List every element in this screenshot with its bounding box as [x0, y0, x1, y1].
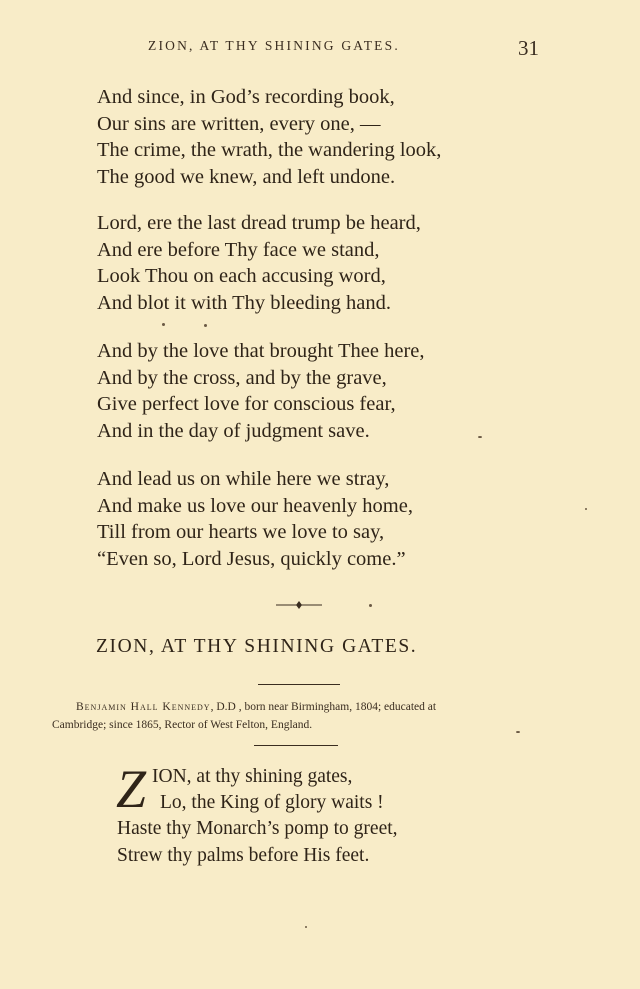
- drop-cap: Z: [116, 759, 147, 819]
- author-name: Benjamin Hall Kennedy: [76, 701, 211, 713]
- verse-line: And lead us on while here we stray,: [97, 468, 390, 490]
- verse-line: And in the day of judgment save.: [97, 419, 370, 442]
- verse-line: And by the love that brought Thee here,: [97, 340, 425, 362]
- attribution-line-1: [52, 698, 552, 716]
- paper-speck: [369, 604, 372, 607]
- running-head: ZION, AT THY SHINING GATES.: [148, 38, 400, 53]
- attribution-rule: [254, 745, 338, 746]
- paper-speck: [585, 508, 587, 510]
- verse-line: And since, in God’s recording book,: [97, 86, 395, 108]
- verse-line: And by the cross, and by the grave,: [97, 366, 387, 389]
- verse-line: “Even so, Lord Jesus, quickly come.”: [97, 547, 406, 570]
- hymn-first-line: ION, at thy shining gates,: [152, 766, 353, 787]
- title-rule: [258, 684, 340, 685]
- paper-speck: [162, 323, 165, 326]
- paper-speck: [516, 731, 520, 733]
- hymn-line: Haste thy Monarch’s pomp to greet,: [117, 818, 398, 839]
- hymn-title: ZION, AT THY SHINING GATES.: [96, 636, 418, 657]
- stanza-3: [97, 338, 425, 444]
- stanza-4: [97, 466, 413, 572]
- paper-speck: [204, 324, 207, 327]
- paper-speck: [305, 926, 307, 928]
- verse-line: And blot it with Thy bleeding hand.: [97, 291, 391, 314]
- verse-line: And ere before Thy face we stand,: [97, 238, 380, 261]
- verse-line: And make us love our heavenly home,: [97, 494, 413, 517]
- stanza-2: [97, 210, 421, 316]
- attribution: [52, 698, 552, 734]
- page-number: 31: [518, 36, 539, 60]
- verse-line: Till from our hearts we love to say,: [97, 521, 385, 543]
- verse-line: Our sins are written, every one, —: [97, 112, 381, 135]
- hymn-line: Strew thy palms before His feet.: [117, 845, 370, 866]
- stanza-1: [97, 84, 441, 190]
- section-ornament-icon: [274, 598, 324, 612]
- verse-line: Look Thou on each accusing word,: [97, 265, 386, 287]
- verse-line: Give perfect love for conscious fear,: [97, 393, 396, 415]
- attribution-line-2: Cambridge; since 1865, Rector of West Felton, England.: [52, 719, 313, 731]
- verse-line: Lord, ere the last dread trump be heard,: [97, 212, 421, 234]
- attribution-details: , D.D , born near Birmingham, 1804; educated at: [210, 701, 437, 713]
- verse-line: The crime, the wrath, the wandering look,: [97, 139, 442, 161]
- hymn-line: Lo, the King of glory waits !: [160, 792, 384, 813]
- paper-speck: [478, 436, 482, 438]
- verse-line: The good we knew, and left undone.: [97, 165, 396, 188]
